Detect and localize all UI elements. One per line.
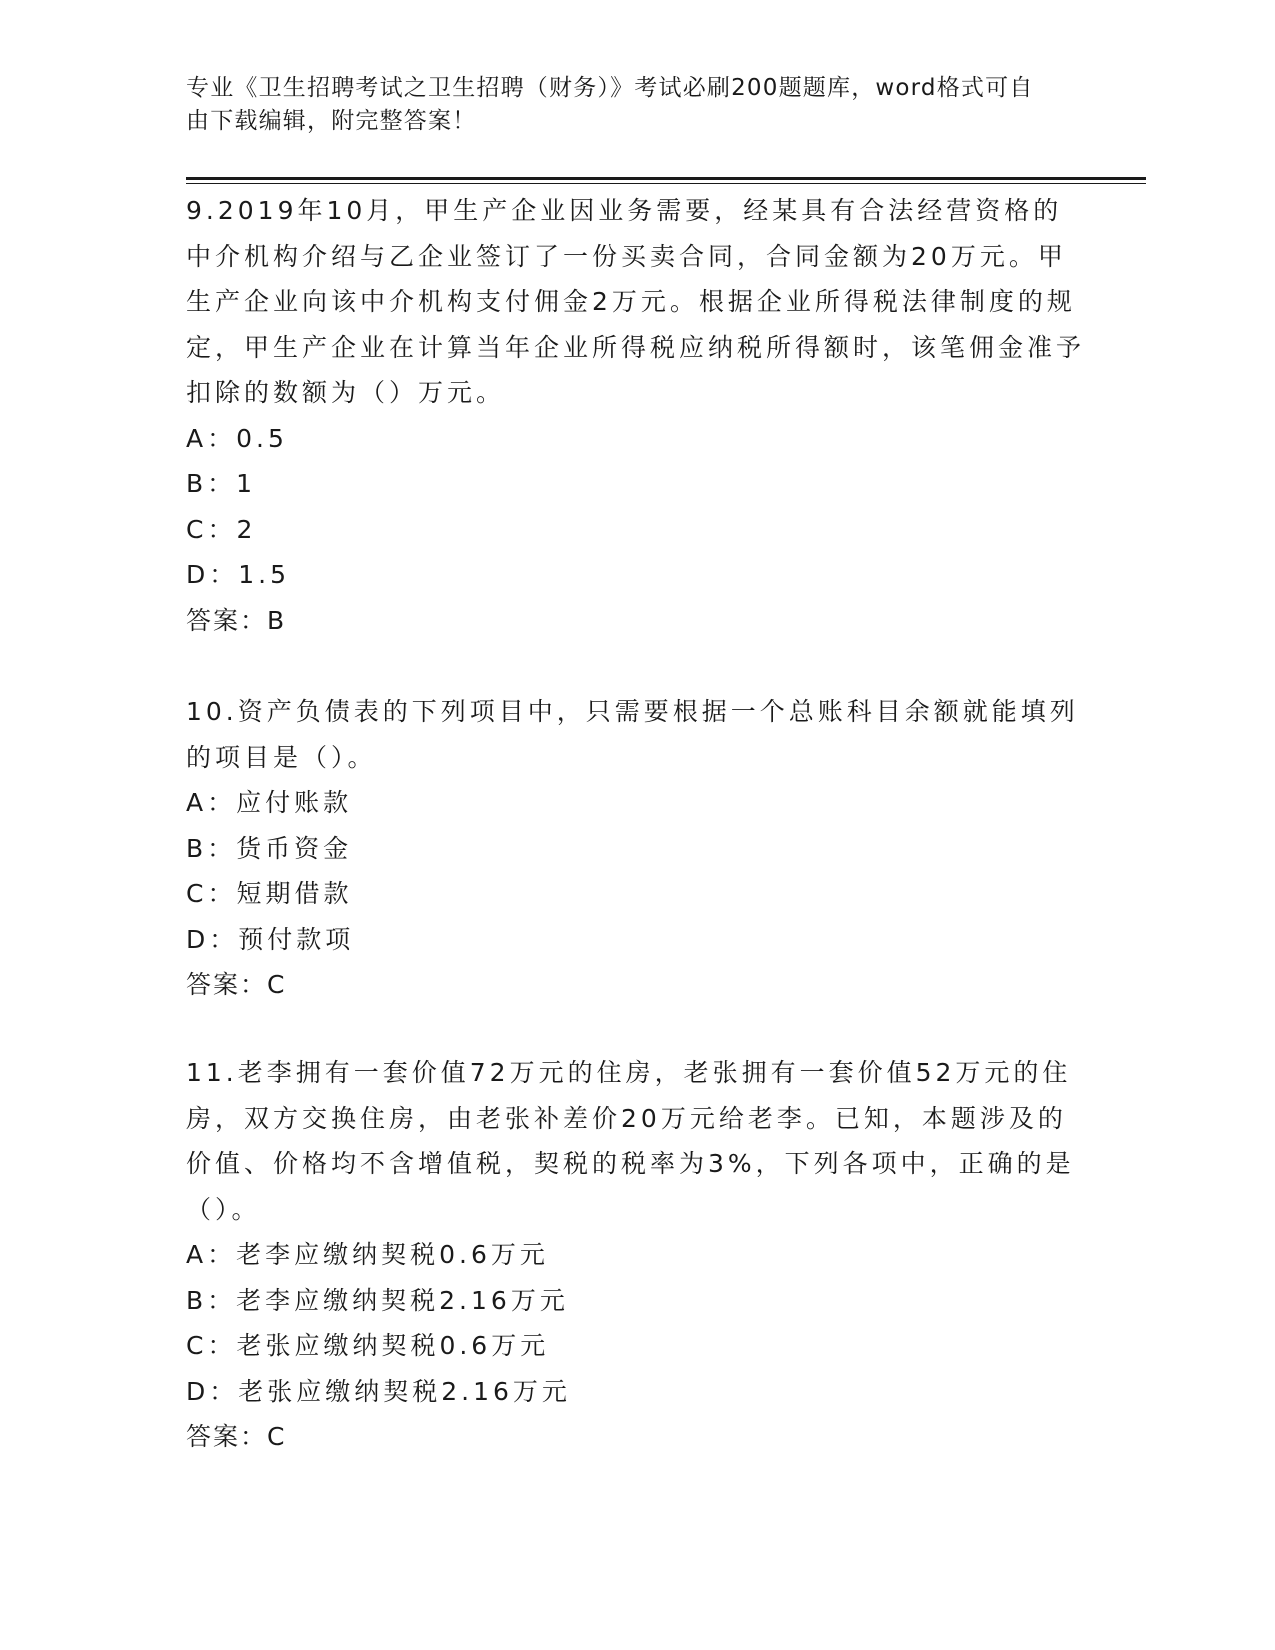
question-stem: 10.资产负债表的下列项目中，只需要根据一个总账科目余额就能填列的项目是（）。 xyxy=(186,697,1079,772)
question-9 xyxy=(186,188,1086,643)
answer: 答案：C xyxy=(186,1422,287,1451)
option-d: D：老张应缴纳契税2.16万元 xyxy=(186,1376,571,1406)
option-b: B：老李应缴纳契税2.16万元 xyxy=(186,1285,569,1315)
question-11 xyxy=(186,1050,1086,1460)
header-line-1: 专业《卫生招聘考试之卫生招聘（财务）》考试必刷200题题库，word格式可自 xyxy=(186,75,1034,101)
option-a: A：老李应缴纳契税0.6万元 xyxy=(186,1240,549,1269)
answer: 答案：B xyxy=(186,605,287,635)
document-header xyxy=(186,72,1086,138)
option-c: C：老张应缴纳契税0.6万元 xyxy=(186,1331,550,1360)
header-divider-thick xyxy=(186,177,1146,180)
option-b: B：1 xyxy=(186,469,257,498)
question-10 xyxy=(186,689,1086,1008)
option-a: A：应付账款 xyxy=(186,788,353,817)
option-b: B：货币资金 xyxy=(186,833,353,863)
option-d: D：预付款项 xyxy=(186,924,355,954)
header-divider-thin xyxy=(186,183,1146,184)
answer: 答案：C xyxy=(186,970,287,999)
option-c: C：短期借款 xyxy=(186,879,353,908)
question-stem: 9.2019年10月，甲生产企业因业务需要，经某具有合法经营资格的中介机构介绍与乙企业签订了一份买卖合同，合同金额为20万元。甲生产企业向该中介机构支付佣金2万元。根据企业所得税法律制度的规定，甲生产企业在计算当年企业所得税应纳税所得额时，该笔佣金准予扣除的数额为（）万元。 xyxy=(186,196,1086,407)
header-line-2: 由下载编辑，附完整答案！ xyxy=(186,108,477,134)
question-stem: 11.老李拥有一套价值72万元的住房，老张拥有一套价值52万元的住房，双方交换住房，由老张补差价20万元给老李。已知，本题涉及的价值、价格均不含增值税，契税的税率为3%，下列各项中，正确的是（）。 xyxy=(186,1058,1075,1224)
option-a: A：0.5 xyxy=(186,423,288,453)
option-d: D：1.5 xyxy=(186,560,291,589)
option-c: C：2 xyxy=(186,514,257,544)
